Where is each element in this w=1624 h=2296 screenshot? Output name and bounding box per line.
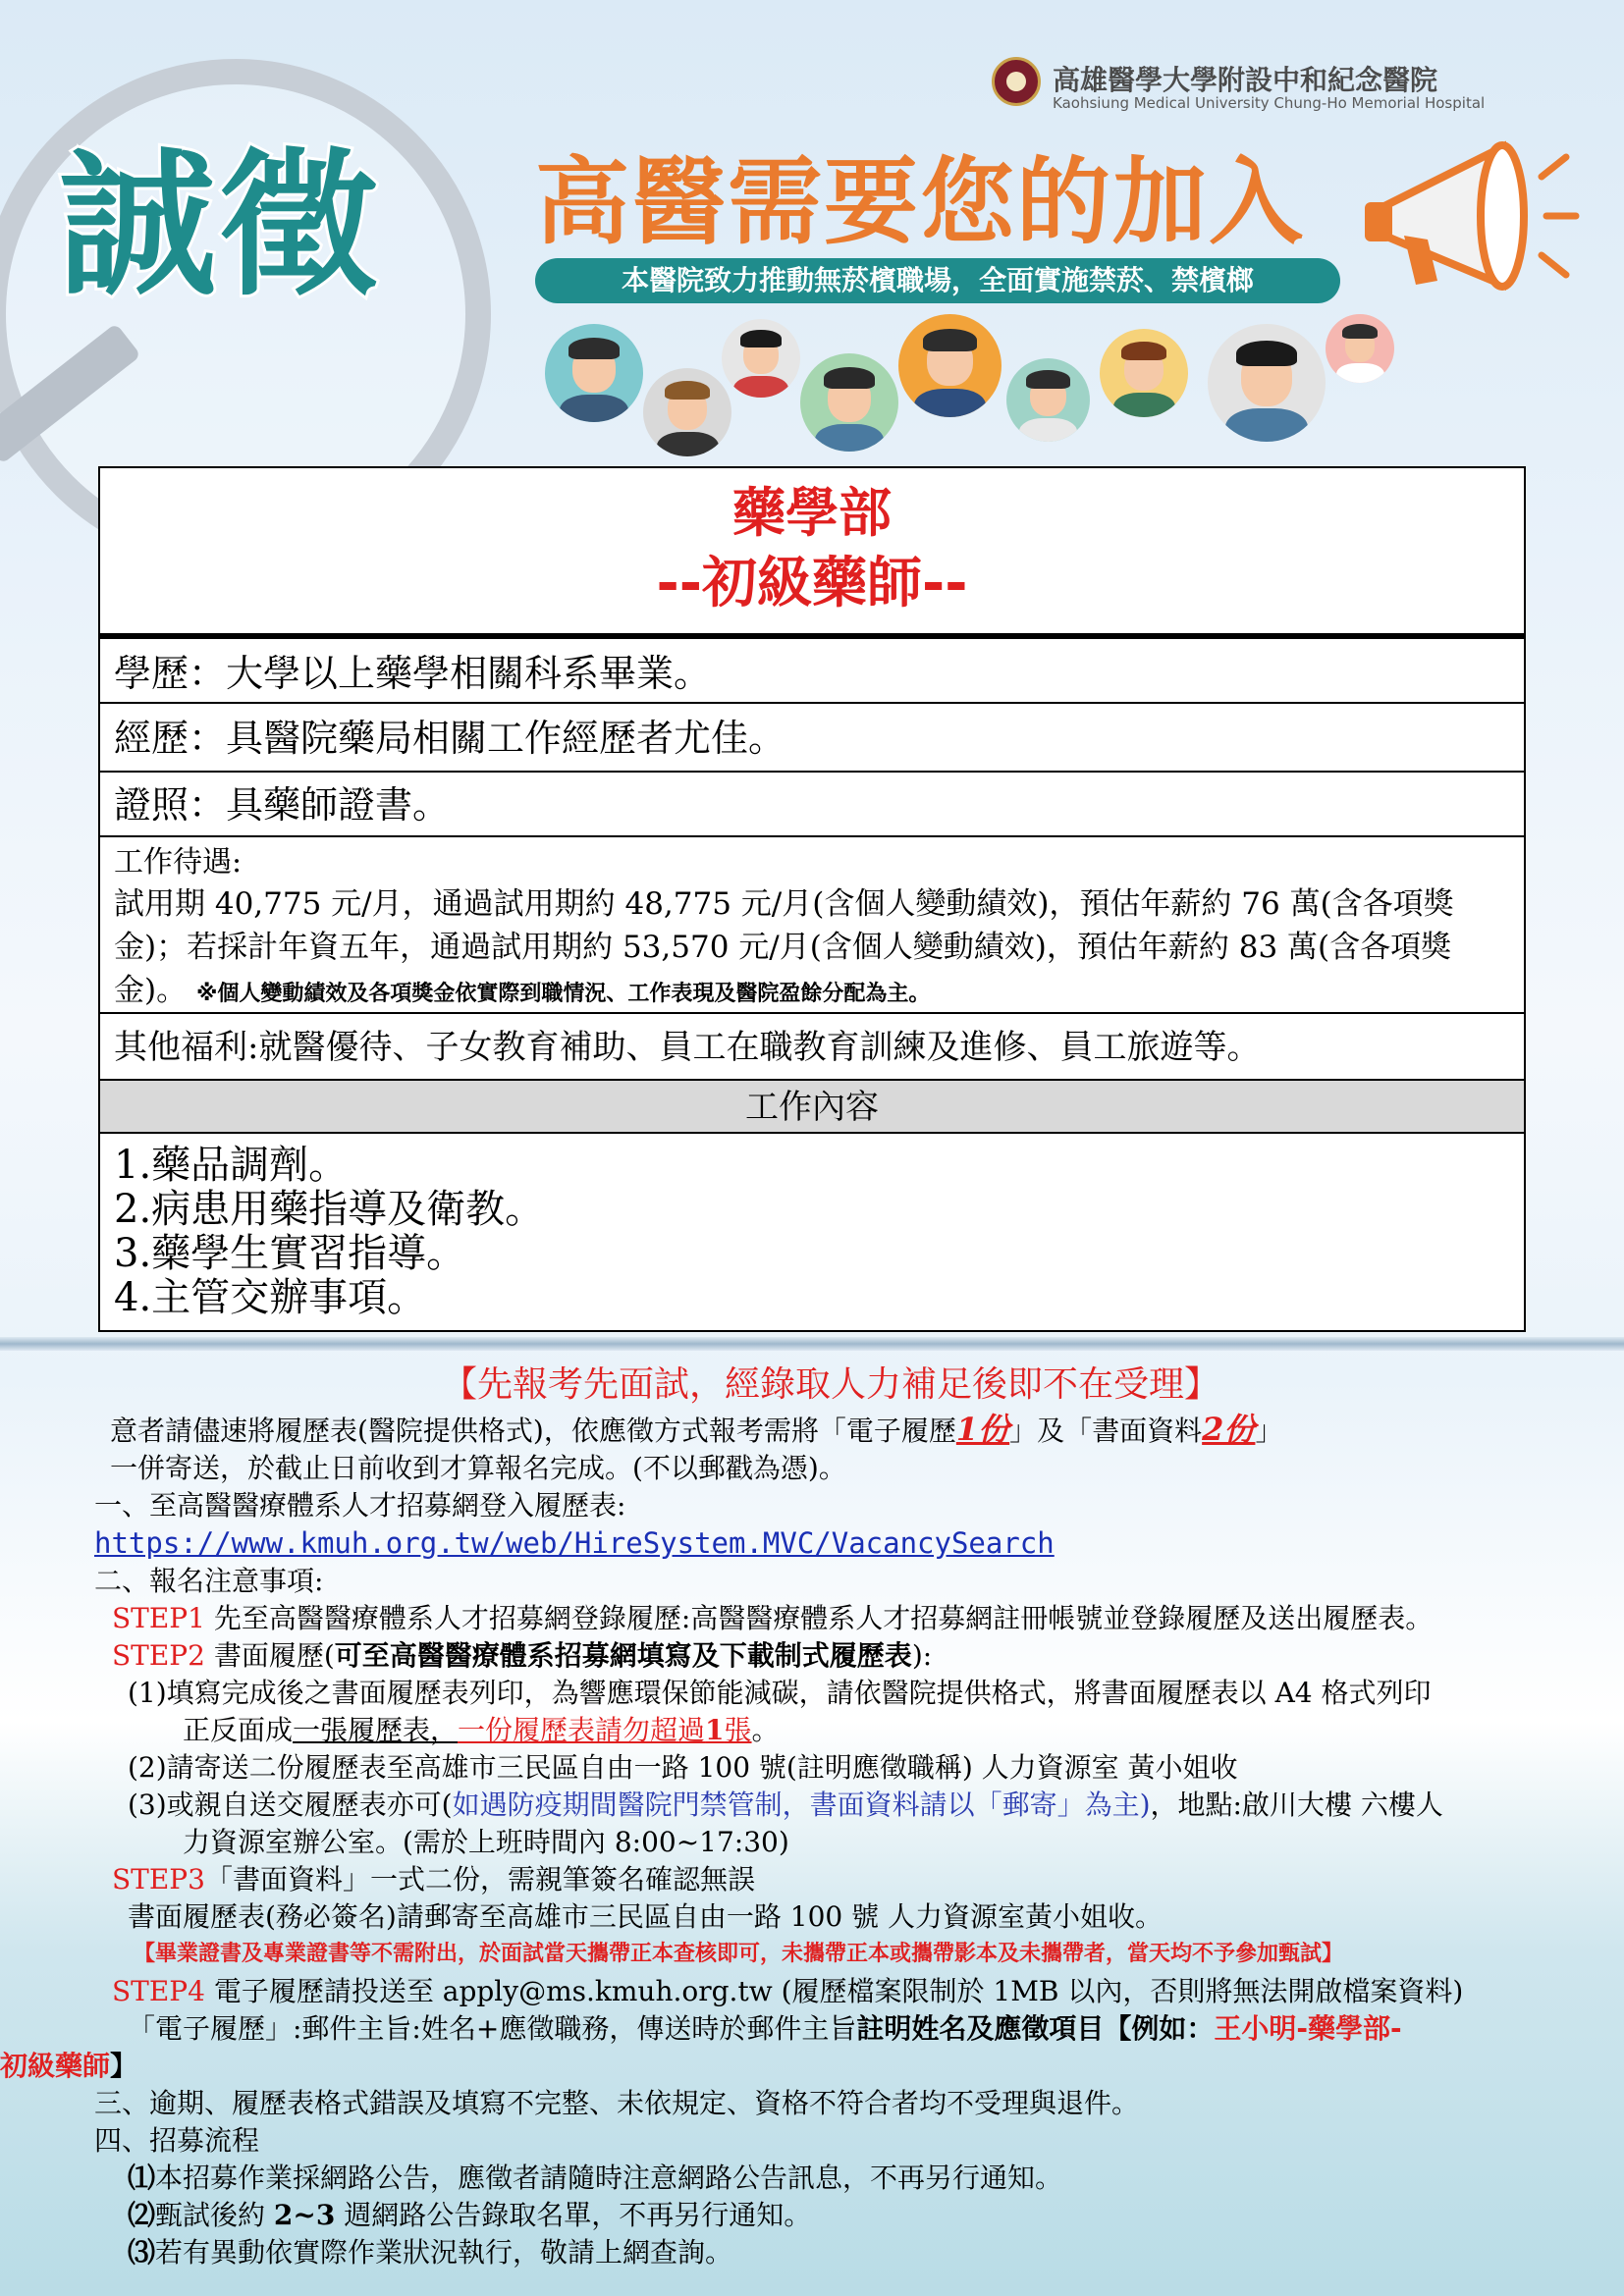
benefits: 其他福利:就醫優待、子女教育補助、員工在職教育訓練及進修、員工旅遊等。	[100, 1014, 1524, 1081]
step2-item-3-cont: 力資源室辦公室。(需於上班時間內 8:00~17:30)	[183, 1826, 789, 1858]
flow-text: 甄試後約	[155, 2199, 274, 2231]
item-text: (3)或親自送交履歷表亦可(	[128, 1789, 453, 1821]
license-requirement: 證照：具藥師證書。	[100, 773, 1524, 837]
step-text-bold: 可至高醫醫療體系招募網填寫及下載制式履歷表	[334, 1639, 912, 1672]
item-text-underline: 一張履歷表，	[293, 1714, 459, 1746]
duty-item: 4.主管交辦事項。	[114, 1275, 427, 1320]
salary-section	[100, 837, 1524, 1014]
item-text-blue: 如遇防疫期間醫院門禁管制，書面資料請以「郵寄」為主)	[452, 1789, 1151, 1821]
step-text: ):	[911, 1639, 933, 1672]
step4	[94, 1973, 1567, 2010]
step2	[94, 1637, 1567, 1675]
avatar	[1100, 329, 1188, 417]
flow-text: 週網路公告錄取名單，不再另行通知。	[335, 2199, 812, 2231]
flow-number: ⑴	[128, 2162, 156, 2194]
recruit-url[interactable]	[94, 1524, 1567, 1563]
flow-text: 本招募作業採網路公告，應徵者請隨時注意網路公告訊息，不再另行通知。	[155, 2162, 1063, 2194]
megaphone-icon	[1355, 137, 1581, 304]
step2-item-3	[94, 1787, 1567, 1824]
item-text: ，地點:啟川大樓 六樓人	[1150, 1789, 1443, 1821]
recruit-link[interactable]: https://www.kmuh.org.tw/web/HireSystem.MVC/VacancySearch	[94, 1526, 1055, 1560]
intro-text: 」及「書面資料	[1009, 1415, 1203, 1447]
salary-text	[114, 882, 1510, 1016]
flow-text: 若有異動依實際作業狀況執行，敬請上網查詢。	[155, 2236, 733, 2269]
avatar	[800, 353, 898, 452]
flow-item	[94, 2160, 1567, 2197]
job-title-row	[100, 468, 1524, 635]
step-text: 先至高醫醫療體系人才招募網登錄履歷:高醫醫療體系人才招募網註冊帳號並登錄履歷及送出履歷表。	[213, 1602, 1434, 1634]
flow-item	[94, 2234, 1567, 2271]
email-rule-text: 「電子履歷」:郵件主旨:姓名+應徵職務，傳送時於郵件主旨	[128, 2012, 857, 2045]
step2-item-1-cont	[94, 1712, 1567, 1749]
avatar	[1006, 358, 1090, 442]
hospital-name: 高雄醫學大學附設中和紀念醫院	[1053, 64, 1438, 96]
flow-item	[94, 2197, 1567, 2234]
qty-paper: 2份	[1202, 1411, 1256, 1448]
duty-item: 1.藥品調劑。	[114, 1143, 349, 1188]
avatar	[1326, 314, 1394, 383]
email-rule-bold: 】	[110, 2050, 138, 2082]
salary-detail: 試用期 40,775 元/月，通過試用期約 48,775 元/月(含個人變動績效)，預估年薪約 76 萬(含各項獎金)；若採計年資五年，通過試用期約 53,570 元/月(含個人變動績效)，預估年薪約 83 萬(含各項獎金)。	[114, 886, 1454, 1008]
hospital-logo-icon	[992, 57, 1041, 106]
department-name: 藥學部	[732, 482, 892, 544]
item-text: 。	[751, 1714, 780, 1746]
recruit-title: 誠徵	[59, 133, 382, 317]
step-label: STEP2	[112, 1639, 205, 1672]
email-example: 初級藥師	[0, 2050, 111, 2082]
flow-bold: 2~3	[273, 2199, 336, 2231]
step2-item-2: (2)請寄送二份履歷表至高雄市三民區自由一路 100 號(註明應徵職稱) 人力資源室 黃小姐收	[128, 1751, 1238, 1784]
avatar	[643, 368, 731, 456]
salary-note: ※個人變動績效及各項獎金依實際到職情況、工作表現及醫院盈餘分配為主。	[195, 982, 931, 1006]
intro-line	[94, 1411, 1567, 1450]
duty-item: 3.藥學生實習指導。	[114, 1231, 466, 1276]
job-title: --初級藥師--	[656, 552, 968, 615]
flow-number: ⑶	[128, 2236, 156, 2269]
job-content-header: 工作內容	[100, 1081, 1524, 1134]
step3	[94, 1861, 1567, 1898]
salary-label: 工作待遇:	[114, 845, 243, 880]
step-label: STEP1	[112, 1602, 205, 1634]
flow-number: ⑵	[128, 2199, 156, 2231]
application-section	[0, 1360, 1567, 2271]
avatar	[1208, 324, 1326, 442]
avatar	[545, 324, 643, 422]
step2-item-1: (1)填寫完成後之書面履歷表列印，為響應環保節能減碳，請依醫院提供格式，將書面履歷表以 A4 格式列印	[128, 1677, 1432, 1709]
step-text: 「書面資料」一式二份，需親筆簽名確認無誤	[204, 1863, 755, 1896]
duty-item: 2.病患用藥指導及衛教。	[114, 1187, 545, 1232]
intro-text: 」	[1255, 1415, 1283, 1447]
step-text: 書面履歷(	[213, 1639, 335, 1672]
section-3: 三、逾期、履歷表格式錯誤及填寫不完整、未依規定、資格不符合者均不受理與退件。	[94, 2087, 1140, 2119]
section-4: 四、招募流程	[94, 2124, 260, 2157]
step-label: STEP3	[112, 1863, 205, 1896]
step1	[94, 1600, 1567, 1637]
intro-text: 意者請儘速將履歷表(醫院提供格式)，依應徵方式報考需將「電子履歷	[110, 1415, 956, 1447]
email-subject-rule	[94, 2010, 1567, 2048]
email-example-cont	[0, 2048, 1567, 2085]
avatar	[898, 314, 1001, 417]
email-example: 王小明-藥學部-	[1214, 2012, 1402, 2045]
section-1: 一、至高醫醫療體系人才招募網登入履歷表:	[94, 1489, 626, 1522]
job-table	[98, 466, 1526, 1332]
email-rule-bold: 註明姓名及應徵項目【例如：	[856, 2012, 1215, 2045]
job-duties	[100, 1134, 1524, 1330]
education-requirement: 學歷：大學以上藥學相關科系畢業。	[100, 635, 1524, 704]
hospital-name-en: Kaohsiung Medical University Chung-Ho Memorial Hospital	[1053, 94, 1486, 112]
item-text: 正反面成	[183, 1714, 294, 1746]
slogan: 高醫需要您的加入	[535, 147, 1305, 257]
step-text: 電子履歷請投送至 apply@ms.kmuh.org.tw (履歷檔案限制於 1MB 以內，否則將無法開啟檔案資料)	[213, 1975, 1464, 2007]
avatar	[722, 319, 800, 398]
item-text-red: 一份履歷表請勿超過	[458, 1714, 706, 1746]
qty-electronic: 1份	[955, 1411, 1010, 1448]
item-text-red: 張	[724, 1714, 752, 1746]
section-2: 二、報名注意事項:	[94, 1565, 324, 1597]
intro-line-2: 一併寄送，於截止日前收到才算報名完成。(不以郵戳為憑)。	[110, 1452, 846, 1484]
smoke-free-banner: 本醫院致力推動無菸檳職場，全面實施禁菸、禁檳榔	[535, 258, 1340, 303]
experience-requirement: 經歷：具醫院藥局相關工作經歷者尤佳。	[100, 704, 1524, 773]
section-divider	[0, 1337, 1624, 1351]
step-label: STEP4	[112, 1975, 205, 2007]
step3-mail: 書面履歷表(務必簽名)請郵寄至高雄市三民區自由一路 100 號 人力資源室黃小姐收。	[128, 1900, 1163, 1933]
certificate-warning: 【畢業證書及專業證書等不需附出，於面試當天攜帶正本查核即可，未攜帶正本或攜帶影本及未攜帶者，當天均不予參加甄試】	[134, 1942, 1344, 1966]
notice-heading: 【先報考先面試，經錄取人力補足後即不在受理】	[441, 1364, 1219, 1405]
item-limit-number: 1	[705, 1714, 725, 1746]
